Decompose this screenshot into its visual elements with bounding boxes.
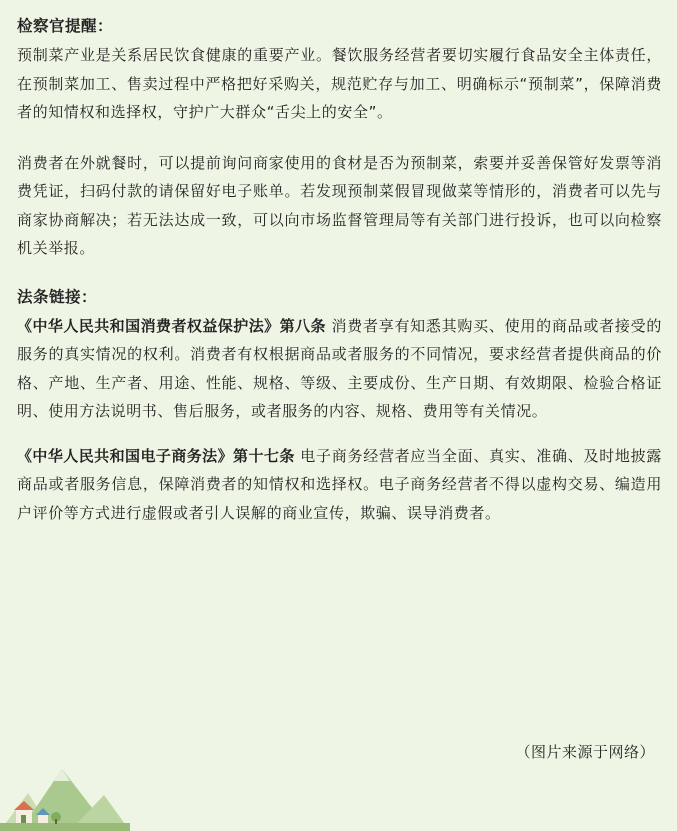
law-text: 电子商务经营者应当全面、真实、准确、及时地披露商品或者服务信息，保障消费者的知情权和选择权。电子商务经营者不得以虚构交易、编造用户评价等方式进行虚假或者引人误解的商业宣传，欺骗、误导消费者。 [17, 446, 662, 522]
image-source-note: （图片来源于网络） [515, 743, 655, 761]
landscape-illustration [0, 759, 130, 831]
article-body [17, 14, 662, 527]
law-item-ecommerce [17, 442, 662, 528]
law-links-heading: 法条链接： [17, 287, 98, 306]
law-item-consumer-protection [17, 312, 662, 426]
law-title: 《中华人民共和国电子商务法》第十七条 [17, 446, 295, 465]
law-title: 《中华人民共和国消费者权益保护法》第八条 [17, 316, 326, 335]
reminder-heading: 检察官提醒： [17, 17, 114, 35]
reminder-paragraph-1: 预制菜产业是关系居民饮食健康的重要产业。餐饮服务经营者要切实履行食品安全主体责任，在预制菜加工、售卖过程中严格把好采购关，规范贮存与加工、明确标示“预制菜”，保障消费者的知情权和选择权，守护广大群众“舌尖上的安全”。 [17, 46, 662, 121]
reminder-paragraph-2: 消费者在外就餐时，可以提前询问商家使用的食材是否为预制菜，索要并妥善保管好发票等消费凭证，扫码付款的请保留好电子账单。若发现预制菜假冒现做菜等情形的，消费者可以先与商家协商解决；若无法达成一致，可以向市场监督管理局等有关部门进行投诉，也可以向检察机关举报。 [17, 153, 662, 257]
law-text: 消费者享有知悉其购买、使用的商品或者接受的服务的真实情况的权利。消费者有权根据商品或者服务的不同情况，要求经营者提供商品的价格、产地、生产者、用途、性能、规格、等级、主要成份、生产日期、有效期限、检验合格证明、使用方法说明书、售后服务，或者服务的内容、规格、费用等有关情况。 [17, 316, 662, 420]
